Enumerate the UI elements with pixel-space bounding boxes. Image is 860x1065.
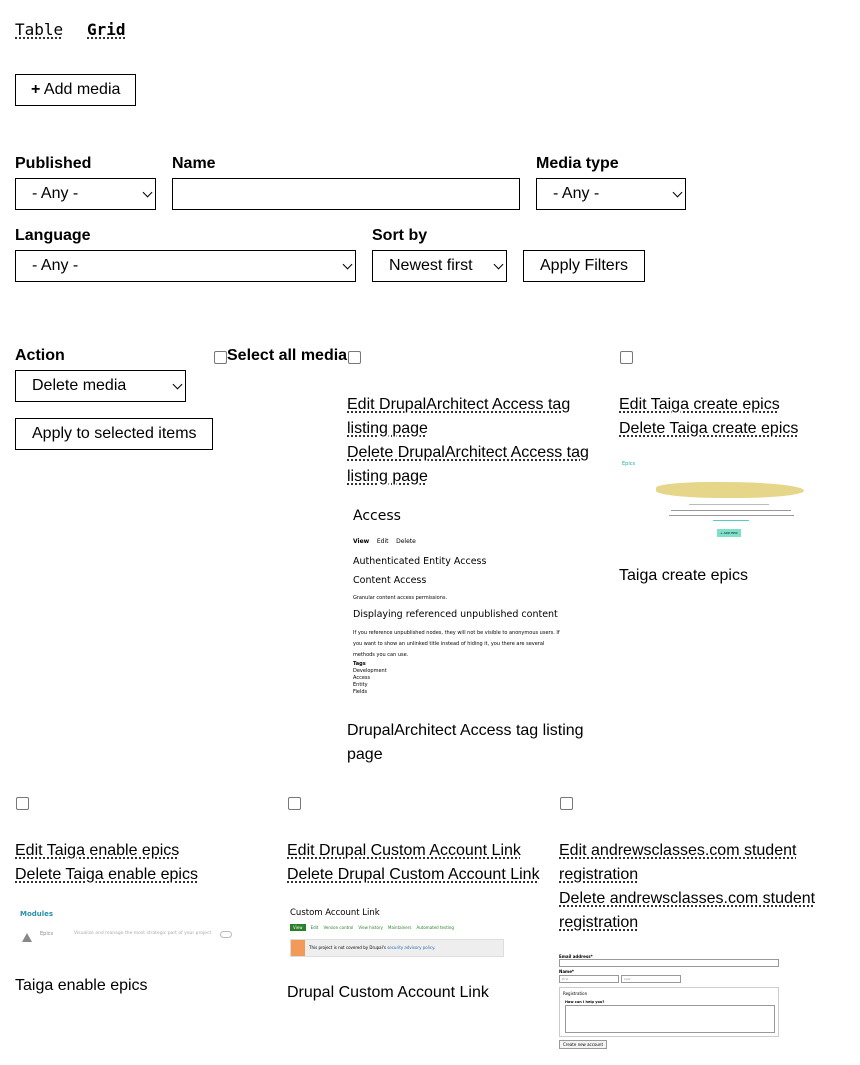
thumb-heading: Access xyxy=(353,508,401,524)
edit-media-link[interactable]: Edit Taiga enable epics xyxy=(15,842,180,859)
thumb-text: Granular content access permissions. xyxy=(353,595,448,601)
media-item-checkbox[interactable] xyxy=(620,351,633,364)
thumb-text: Visualize and manage the most strategic part of your project xyxy=(74,931,212,936)
thumb-item: Epics xyxy=(40,931,54,937)
sort-by-select[interactable] xyxy=(372,250,507,282)
thumb-tags-label: Tags xyxy=(353,661,366,667)
media-thumbnail[interactable] xyxy=(287,903,507,961)
thumb-tab: Version control xyxy=(323,925,354,930)
thumb-text-line xyxy=(671,510,791,511)
thumb-tag: Entity xyxy=(353,682,368,688)
chevron-down-icon xyxy=(343,260,353,270)
tab-table[interactable]: Table xyxy=(15,20,64,39)
thumb-tabs xyxy=(353,538,416,545)
thumb-heading: Modules xyxy=(20,910,54,918)
thumb-heading: Epics xyxy=(622,461,636,467)
thumb-h2: Displaying referenced unpublished content xyxy=(353,609,558,620)
edit-media-link[interactable]: Edit andrewsclasses.com student registration xyxy=(559,842,797,883)
thumb-tab: View xyxy=(290,924,306,931)
media-item-name: Taiga create epics xyxy=(619,567,748,584)
thumb-tab-delete: Delete xyxy=(396,538,416,545)
thumb-text-line xyxy=(669,515,794,516)
sort-by-select-value: Newest first xyxy=(389,257,473,274)
notice-text-post: . xyxy=(433,945,436,950)
thumb-heading: Custom Account Link xyxy=(290,908,380,918)
thumb-tab-view: View xyxy=(353,538,370,545)
apply-to-selected-button[interactable]: Apply to selected items xyxy=(15,418,213,450)
language-select[interactable] xyxy=(15,250,356,282)
delete-media-link[interactable]: Delete Taiga create epics xyxy=(619,420,799,437)
toggle-icon xyxy=(220,931,232,938)
thumb-tag: Development xyxy=(353,668,387,674)
notice-text xyxy=(309,945,435,950)
thumb-textarea xyxy=(565,1005,775,1033)
published-select[interactable] xyxy=(15,178,156,210)
media-item-checkbox[interactable] xyxy=(288,797,301,810)
media-thumbnail[interactable] xyxy=(348,500,578,700)
chevron-down-icon xyxy=(494,260,504,270)
add-epic-button: + ADD EPIC xyxy=(717,529,741,537)
illustration-image xyxy=(656,482,804,498)
edit-media-link[interactable]: Edit Taiga create epics xyxy=(619,396,780,413)
thumb-text-line xyxy=(689,504,769,505)
thumb-paragraph xyxy=(353,628,560,661)
language-select-value: - Any - xyxy=(32,257,79,274)
notice-link: security advisory policy xyxy=(387,945,434,950)
tab-grid[interactable]: Grid xyxy=(87,20,126,39)
warning-icon xyxy=(291,940,305,956)
thumb-text: you want to show an unlinked title instead of hiding it, you there are several xyxy=(353,641,545,647)
thumb-tag: Access xyxy=(353,675,371,681)
media-item-checkbox[interactable] xyxy=(560,797,573,810)
sort-by-label: Sort by xyxy=(372,227,428,244)
edit-media-link[interactable]: Edit Drupal Custom Account Link xyxy=(287,842,521,859)
name-label: Name xyxy=(172,155,216,172)
thumb-name-label: Name* xyxy=(559,969,575,974)
media-item-name: Drupal Custom Account Link xyxy=(287,984,489,1001)
action-select-value: Delete media xyxy=(32,377,127,394)
published-select-value: - Any - xyxy=(32,185,79,202)
action-select[interactable] xyxy=(15,370,186,402)
notice-text-pre: This project is not covered by Drupal's xyxy=(309,945,388,950)
thumb-tag: Fields xyxy=(353,689,368,695)
notice-box xyxy=(290,939,504,957)
language-label: Language xyxy=(15,227,91,244)
action-label: Action xyxy=(15,347,65,364)
select-all-checkbox[interactable] xyxy=(214,351,227,364)
add-media-label: Add media xyxy=(43,81,121,98)
thumb-tab-edit: Edit xyxy=(376,538,389,545)
chevron-down-icon xyxy=(673,188,683,198)
thumb-fieldset xyxy=(559,987,779,1037)
thumb-create-account-button: Create new account xyxy=(559,1040,607,1049)
thumb-tab: Maintainers xyxy=(388,925,412,930)
thumb-text-line xyxy=(713,520,749,521)
thumb-h2: Content Access xyxy=(353,575,427,586)
chevron-down-icon xyxy=(143,188,153,198)
media-type-select[interactable] xyxy=(536,178,686,210)
thumb-text: methods you can use. xyxy=(353,652,409,658)
thumb-email-label: Email address* xyxy=(559,954,593,959)
thumb-last-field: Last xyxy=(621,975,681,983)
published-label: Published xyxy=(15,155,92,172)
delete-media-link[interactable]: Delete Taiga enable epics xyxy=(15,866,198,883)
thumb-h2: Authenticated Entity Access xyxy=(353,556,487,567)
media-thumbnail[interactable] xyxy=(619,458,809,544)
epics-icon xyxy=(22,933,32,942)
thumb-tab: Automated testing xyxy=(416,925,454,930)
delete-media-link[interactable]: Delete Drupal Custom Account Link xyxy=(287,866,540,883)
thumb-email-field xyxy=(559,959,779,967)
delete-media-link[interactable]: Delete DrupalArchitect Access tag listing page xyxy=(347,444,589,485)
thumb-registration-label: Registration xyxy=(563,991,588,996)
thumb-tabs xyxy=(290,925,454,930)
apply-filters-button[interactable]: Apply Filters xyxy=(523,250,645,282)
thumb-tab: Edit xyxy=(310,925,319,930)
name-input[interactable] xyxy=(172,178,520,210)
thumb-tags xyxy=(353,661,387,696)
plus-icon: + xyxy=(31,81,41,98)
delete-media-link[interactable]: Delete andrewsclasses.com student registration xyxy=(559,890,816,931)
add-media-button[interactable] xyxy=(15,74,136,106)
media-type-label: Media type xyxy=(536,155,619,172)
media-item-checkbox[interactable] xyxy=(348,351,361,364)
thumb-text: If you reference unpublished nodes, they will not be visible to anonymous users. If xyxy=(353,630,560,636)
media-type-select-value: - Any - xyxy=(553,185,600,202)
media-thumbnail[interactable] xyxy=(15,905,240,955)
media-item-checkbox[interactable] xyxy=(16,797,29,810)
media-item-name: DrupalArchitect Access tag listing page xyxy=(347,722,584,763)
media-thumbnail[interactable] xyxy=(559,951,781,1051)
thumb-first-field: First xyxy=(559,975,619,983)
thumb-help-label: How can I help you? xyxy=(565,1000,605,1004)
media-item-name: Taiga enable epics xyxy=(15,977,148,994)
select-all-label: Select all media xyxy=(227,347,348,364)
thumb-tab: View history xyxy=(358,925,383,930)
edit-media-link[interactable]: Edit DrupalArchitect Access tag listing page xyxy=(347,396,571,437)
chevron-down-icon xyxy=(173,380,183,390)
